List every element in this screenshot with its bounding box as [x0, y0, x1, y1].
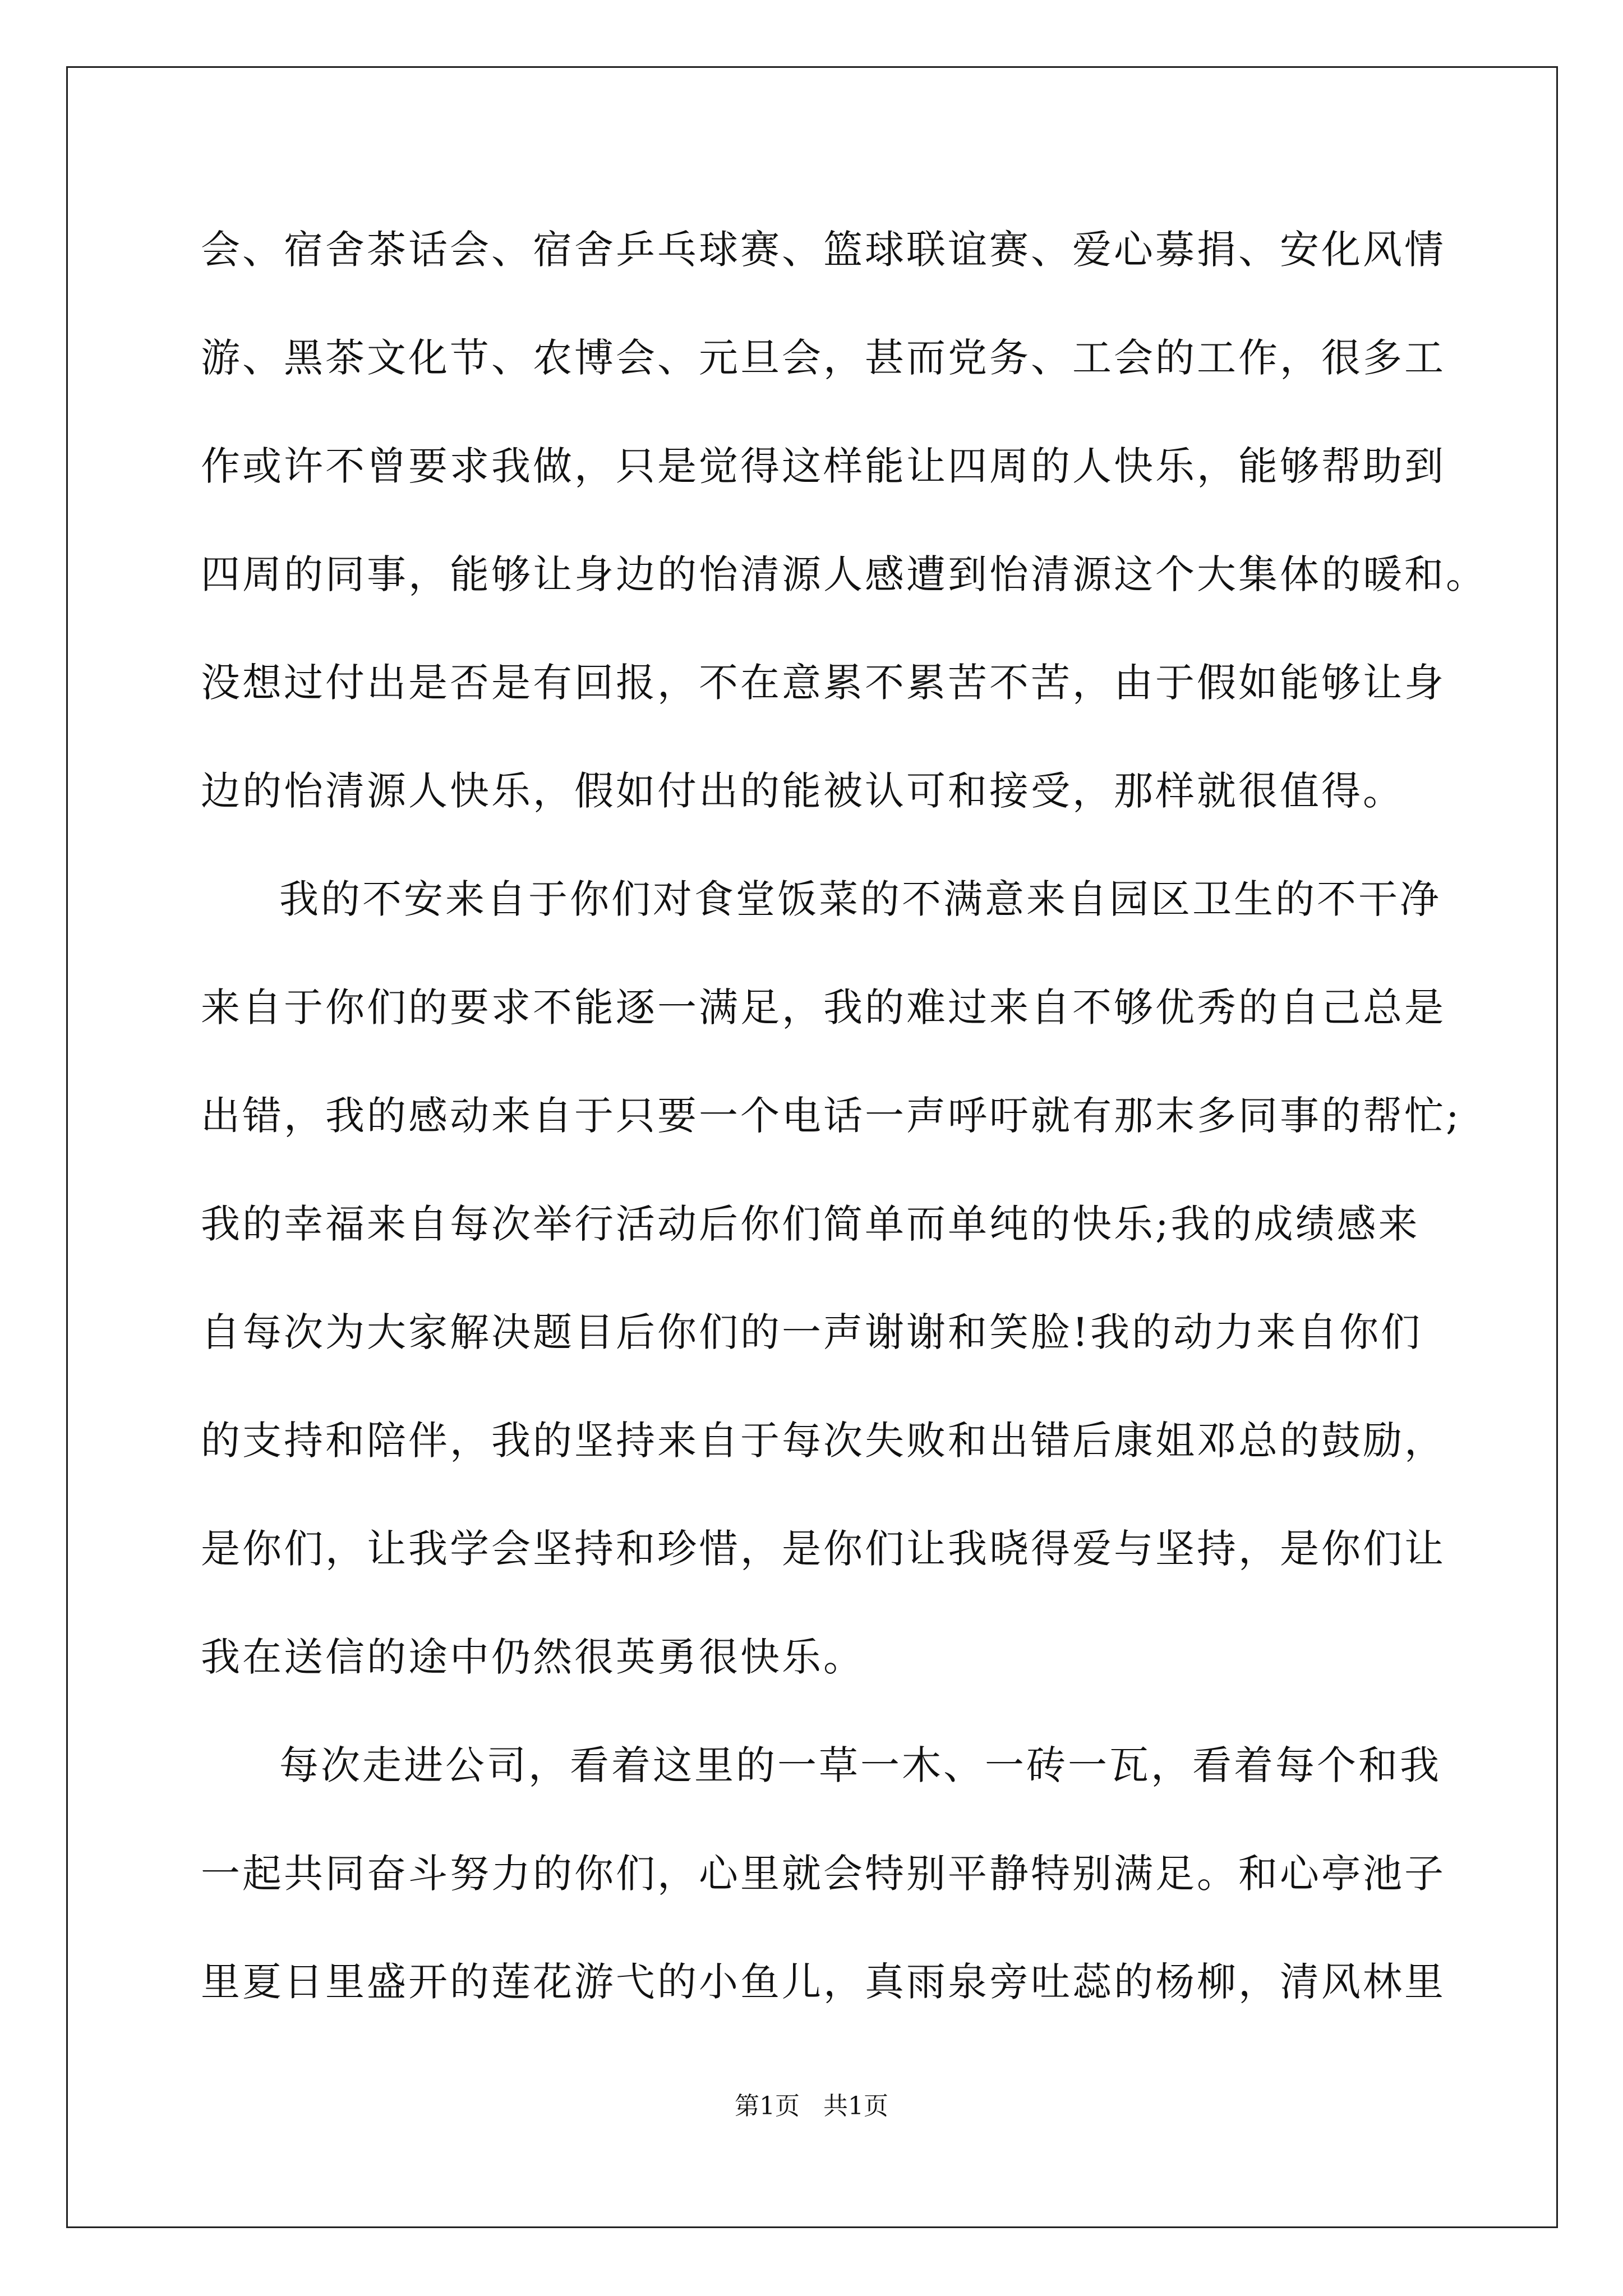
text-line: 我的幸福来自每次举行活动后你们简单而单纯的快乐;我的成绩感来 [201, 1201, 1420, 1247]
text-line: 没想过付出是否是有回报，不在意累不累苦不苦，由于假如能够让身 [201, 660, 1446, 706]
text-line: 边的怡清源人快乐，假如付出的能被认可和接受，那样就很值得。 [201, 768, 1404, 814]
text-line: 是你们，让我学会坚持和珍惜，是你们让我晓得爱与坚持，是你们让 [201, 1526, 1446, 1572]
text-line: 会、宿舍茶话会、宿舍乒乓球赛、篮球联谊赛、爱心募捐、安化风情 [201, 227, 1446, 273]
page-number-footer: 第1页 共1页 [735, 2092, 888, 2120]
text-line: 作或许不曾要求我做，只是觉得这样能让四周的人快乐，能够帮助到 [201, 443, 1446, 489]
text-line: 游、黑茶文化节、农博会、元旦会，甚而党务、工会的工作，很多工 [201, 335, 1446, 381]
text-line: 四周的同事，能够让身边的怡清源人感遭到怡清源这个大集体的暖和。 [201, 551, 1487, 597]
text-line: 来自于你们的要求不能逐一满足，我的难过来自不够优秀的自己总是 [201, 984, 1446, 1030]
text-line: 自每次为大家解决题目后你们的一声谢谢和笑脸!我的动力来自你们 [201, 1309, 1423, 1355]
paragraph-first-line: 每次走进公司，看着这里的一草一木、一砖一瓦，看着每个和我 [279, 1742, 1441, 1788]
text-line: 我在送信的途中仍然很英勇很快乐。 [201, 1634, 865, 1680]
text-line: 出错，我的感动来自于只要一个电话一声呼吁就有那末多同事的帮忙; [201, 1093, 1461, 1139]
paragraph-first-line: 我的不安来自于你们对食堂饭菜的不满意来自园区卫生的不干净 [279, 876, 1441, 922]
document-body [201, 222, 1487, 2062]
text-line: 的支持和陪伴，我的坚持来自于每次失败和出错后康姐邓总的鼓励， [201, 1418, 1446, 1464]
text-line: 一起共同奋斗努力的你们，心里就会特别平静特别满足。和心亭池子 [201, 1851, 1446, 1897]
text-line: 里夏日里盛开的莲花游弋的小鱼儿，真雨泉旁吐蕊的杨柳，清风林里 [201, 1959, 1446, 2005]
